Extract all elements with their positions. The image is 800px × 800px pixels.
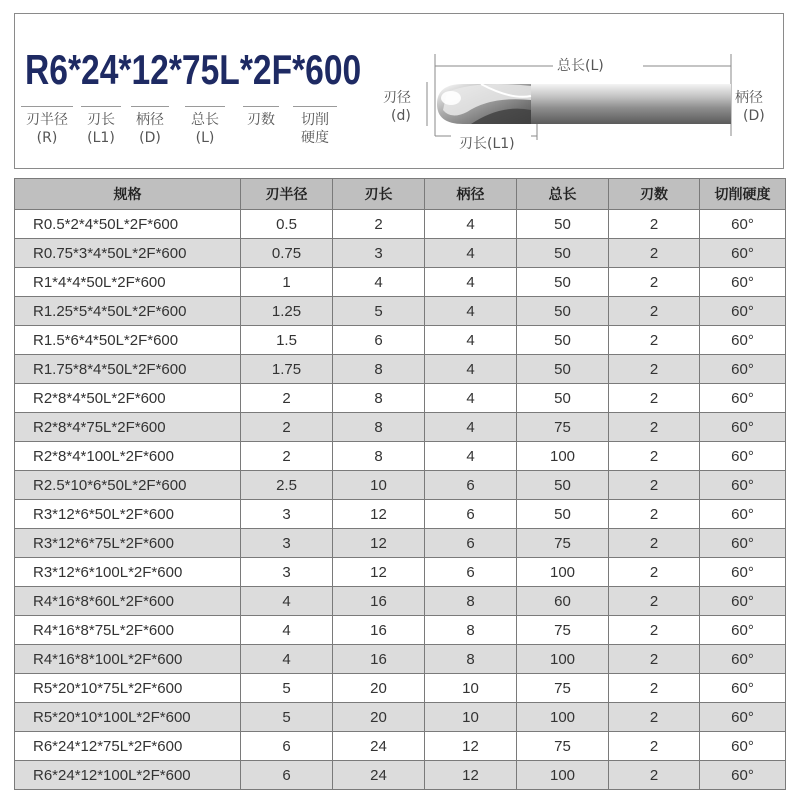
cell-total-length: 75: [517, 674, 609, 703]
table-row: [15, 587, 786, 616]
cell-total-length: 100: [517, 558, 609, 587]
cell-hardness: 60°: [700, 529, 786, 558]
table-row: [15, 529, 786, 558]
cell-blade-length: 8: [333, 442, 425, 471]
legend-sub: (L): [195, 130, 215, 146]
cell-total-length: 75: [517, 413, 609, 442]
column-header-shank-diameter: 柄径: [425, 179, 517, 210]
label-shank-diameter: 柄径: [735, 90, 763, 106]
table-row: [15, 210, 786, 239]
cell-shank-diameter: 4: [425, 355, 517, 384]
cell-flutes: 2: [609, 326, 700, 355]
cell-blade-length: 8: [333, 355, 425, 384]
label-blade-diameter: 刃径: [383, 90, 411, 106]
legend-label: 刃数: [247, 112, 275, 128]
cell-hardness: 60°: [700, 732, 786, 761]
cell-flutes: 2: [609, 210, 700, 239]
cell-shank-diameter: 10: [425, 674, 517, 703]
legend-label: 刃半径: [26, 112, 68, 128]
product-title: R6*24*12*75L*2F*600: [25, 46, 362, 93]
table-row: [15, 471, 786, 500]
cell-shank-diameter: 10: [425, 703, 517, 732]
label-total-length: 总长(L): [557, 58, 604, 74]
product-header-panel: [14, 13, 784, 169]
cell-spec: R4*16*8*100L*2F*600: [15, 645, 241, 674]
cell-spec: R0.5*2*4*50L*2F*600: [15, 210, 241, 239]
legend-sub: (D): [139, 130, 161, 146]
cell-blade-length: 3: [333, 239, 425, 268]
cell-blade-length: 12: [333, 529, 425, 558]
column-header-total-length: 总长: [517, 179, 609, 210]
cell-spec: R6*24*12*75L*2F*600: [15, 732, 241, 761]
column-header-spec: 规格: [15, 179, 241, 210]
cell-spec: R1.5*6*4*50L*2F*600: [15, 326, 241, 355]
tool-drawing: [381, 40, 781, 160]
cell-flutes: 2: [609, 645, 700, 674]
cell-blade-radius: 0.5: [241, 210, 333, 239]
table-row: [15, 500, 786, 529]
legend-label: 刃长: [87, 112, 115, 128]
cell-blade-radius: 0.75: [241, 239, 333, 268]
cell-flutes: 2: [609, 355, 700, 384]
column-header-blade-length: 刃长: [333, 179, 425, 210]
cell-shank-diameter: 4: [425, 297, 517, 326]
cell-blade-length: 8: [333, 413, 425, 442]
cell-spec: R5*20*10*75L*2F*600: [15, 674, 241, 703]
table-row: [15, 355, 786, 384]
cell-flutes: 2: [609, 413, 700, 442]
cell-shank-diameter: 8: [425, 587, 517, 616]
column-header-flutes: 刃数: [609, 179, 700, 210]
cell-blade-length: 6: [333, 326, 425, 355]
cell-flutes: 2: [609, 703, 700, 732]
cell-blade-radius: 2.5: [241, 471, 333, 500]
cell-spec: R6*24*12*100L*2F*600: [15, 761, 241, 790]
table-row: [15, 558, 786, 587]
cell-hardness: 60°: [700, 326, 786, 355]
legend-flutes: [243, 106, 279, 129]
cell-blade-radius: 1: [241, 268, 333, 297]
cell-shank-diameter: 12: [425, 761, 517, 790]
cell-hardness: 60°: [700, 239, 786, 268]
cell-blade-radius: 6: [241, 732, 333, 761]
cell-hardness: 60°: [700, 703, 786, 732]
table-header-row: [15, 179, 786, 210]
cell-shank-diameter: 4: [425, 442, 517, 471]
cell-total-length: 60: [517, 587, 609, 616]
cell-total-length: 50: [517, 326, 609, 355]
cell-hardness: 60°: [700, 210, 786, 239]
cell-blade-radius: 1.25: [241, 297, 333, 326]
cell-blade-radius: 2: [241, 413, 333, 442]
cell-total-length: 50: [517, 297, 609, 326]
cell-blade-length: 16: [333, 645, 425, 674]
cell-spec: R4*16*8*75L*2F*600: [15, 616, 241, 645]
table-row: [15, 674, 786, 703]
cell-spec: R1*4*4*50L*2F*600: [15, 268, 241, 297]
cell-blade-length: 2: [333, 210, 425, 239]
cell-hardness: 60°: [700, 761, 786, 790]
cell-shank-diameter: 8: [425, 645, 517, 674]
cell-blade-radius: 3: [241, 558, 333, 587]
cell-total-length: 50: [517, 268, 609, 297]
cell-spec: R4*16*8*60L*2F*600: [15, 587, 241, 616]
cell-blade-length: 24: [333, 732, 425, 761]
table-row: [15, 442, 786, 471]
cell-spec: R2.5*10*6*50L*2F*600: [15, 471, 241, 500]
label-blade-diameter-symbol: (d): [391, 108, 411, 124]
cell-spec: R3*12*6*100L*2F*600: [15, 558, 241, 587]
cell-flutes: 2: [609, 384, 700, 413]
cell-blade-radius: 5: [241, 703, 333, 732]
cell-blade-radius: 4: [241, 587, 333, 616]
table-row: [15, 384, 786, 413]
cell-spec: R3*12*6*50L*2F*600: [15, 500, 241, 529]
cell-total-length: 50: [517, 500, 609, 529]
legend-label: 总长: [191, 112, 219, 128]
cell-total-length: 75: [517, 529, 609, 558]
column-header-blade-radius: 刃半径: [241, 179, 333, 210]
legend-sub: (R): [36, 130, 58, 146]
table-row: [15, 703, 786, 732]
cell-hardness: 60°: [700, 297, 786, 326]
table-row: [15, 239, 786, 268]
cell-blade-radius: 3: [241, 500, 333, 529]
legend-shank-diameter: [131, 106, 169, 147]
cell-shank-diameter: 6: [425, 500, 517, 529]
cell-total-length: 100: [517, 442, 609, 471]
cell-total-length: 75: [517, 732, 609, 761]
table-row: [15, 645, 786, 674]
cell-spec: R3*12*6*75L*2F*600: [15, 529, 241, 558]
cell-blade-length: 16: [333, 616, 425, 645]
cell-flutes: 2: [609, 761, 700, 790]
cell-hardness: 60°: [700, 268, 786, 297]
table-row: [15, 268, 786, 297]
cell-flutes: 2: [609, 500, 700, 529]
cell-flutes: 2: [609, 732, 700, 761]
table-row: [15, 413, 786, 442]
table-row: [15, 297, 786, 326]
cell-blade-length: 4: [333, 268, 425, 297]
cell-hardness: 60°: [700, 645, 786, 674]
legend-label: 柄径: [136, 112, 164, 128]
table-body: [15, 210, 786, 790]
legend-blade-length: [81, 106, 121, 147]
cell-hardness: 60°: [700, 384, 786, 413]
cell-flutes: 2: [609, 587, 700, 616]
cell-blade-radius: 6: [241, 761, 333, 790]
cell-shank-diameter: 4: [425, 268, 517, 297]
legend-blade-radius: [21, 106, 73, 147]
cell-blade-radius: 1.75: [241, 355, 333, 384]
table-row: [15, 326, 786, 355]
cell-flutes: 2: [609, 297, 700, 326]
cell-blade-length: 20: [333, 674, 425, 703]
cell-total-length: 50: [517, 355, 609, 384]
cell-shank-diameter: 6: [425, 558, 517, 587]
legend-sub: (L1): [87, 130, 115, 146]
label-blade-length: 刃长(L1): [459, 136, 515, 152]
cell-blade-length: 24: [333, 761, 425, 790]
cell-blade-length: 16: [333, 587, 425, 616]
cell-shank-diameter: 6: [425, 471, 517, 500]
cell-blade-length: 5: [333, 297, 425, 326]
cell-hardness: 60°: [700, 587, 786, 616]
cell-spec: R1.25*5*4*50L*2F*600: [15, 297, 241, 326]
column-header-hardness: 切削硬度: [700, 179, 786, 210]
cell-spec: R5*20*10*100L*2F*600: [15, 703, 241, 732]
table-row: [15, 616, 786, 645]
cell-flutes: 2: [609, 558, 700, 587]
cell-total-length: 50: [517, 239, 609, 268]
cell-spec: R0.75*3*4*50L*2F*600: [15, 239, 241, 268]
cell-shank-diameter: 6: [425, 529, 517, 558]
cell-total-length: 50: [517, 210, 609, 239]
cell-spec: R2*8*4*100L*2F*600: [15, 442, 241, 471]
legend-sub: 硬度: [301, 130, 329, 146]
cell-shank-diameter: 4: [425, 210, 517, 239]
cell-hardness: 60°: [700, 616, 786, 645]
cell-hardness: 60°: [700, 413, 786, 442]
cell-blade-radius: 1.5: [241, 326, 333, 355]
cell-blade-radius: 3: [241, 529, 333, 558]
cell-hardness: 60°: [700, 500, 786, 529]
cell-blade-length: 12: [333, 558, 425, 587]
cell-flutes: 2: [609, 529, 700, 558]
cell-spec: R2*8*4*50L*2F*600: [15, 384, 241, 413]
cell-blade-radius: 2: [241, 442, 333, 471]
cell-hardness: 60°: [700, 674, 786, 703]
cell-hardness: 60°: [700, 355, 786, 384]
cell-blade-length: 8: [333, 384, 425, 413]
cell-shank-diameter: 4: [425, 239, 517, 268]
cell-shank-diameter: 4: [425, 413, 517, 442]
cell-flutes: 2: [609, 442, 700, 471]
cell-flutes: 2: [609, 471, 700, 500]
legend-label: 切削: [301, 112, 329, 128]
cell-spec: R2*8*4*75L*2F*600: [15, 413, 241, 442]
cell-shank-diameter: 8: [425, 616, 517, 645]
cell-total-length: 100: [517, 761, 609, 790]
table-row: [15, 732, 786, 761]
cell-total-length: 100: [517, 645, 609, 674]
cell-spec: R1.75*8*4*50L*2F*600: [15, 355, 241, 384]
cell-shank-diameter: 4: [425, 326, 517, 355]
cell-hardness: 60°: [700, 442, 786, 471]
table-row: [15, 761, 786, 790]
cell-hardness: 60°: [700, 558, 786, 587]
legend-hardness: [293, 106, 337, 147]
cell-shank-diameter: 12: [425, 732, 517, 761]
cell-blade-length: 10: [333, 471, 425, 500]
cell-blade-length: 12: [333, 500, 425, 529]
cell-flutes: 2: [609, 674, 700, 703]
cell-flutes: 2: [609, 239, 700, 268]
cell-total-length: 50: [517, 384, 609, 413]
cell-blade-radius: 4: [241, 616, 333, 645]
label-shank-diameter-symbol: (D): [743, 108, 765, 124]
cell-blade-length: 20: [333, 703, 425, 732]
cell-blade-radius: 4: [241, 645, 333, 674]
cell-blade-radius: 2: [241, 384, 333, 413]
cell-flutes: 2: [609, 268, 700, 297]
cell-shank-diameter: 4: [425, 384, 517, 413]
cell-total-length: 100: [517, 703, 609, 732]
cell-total-length: 50: [517, 471, 609, 500]
cell-total-length: 75: [517, 616, 609, 645]
legend-total-length: [185, 106, 225, 147]
spec-table: [14, 178, 786, 790]
cell-flutes: 2: [609, 616, 700, 645]
cell-blade-radius: 5: [241, 674, 333, 703]
cell-hardness: 60°: [700, 471, 786, 500]
